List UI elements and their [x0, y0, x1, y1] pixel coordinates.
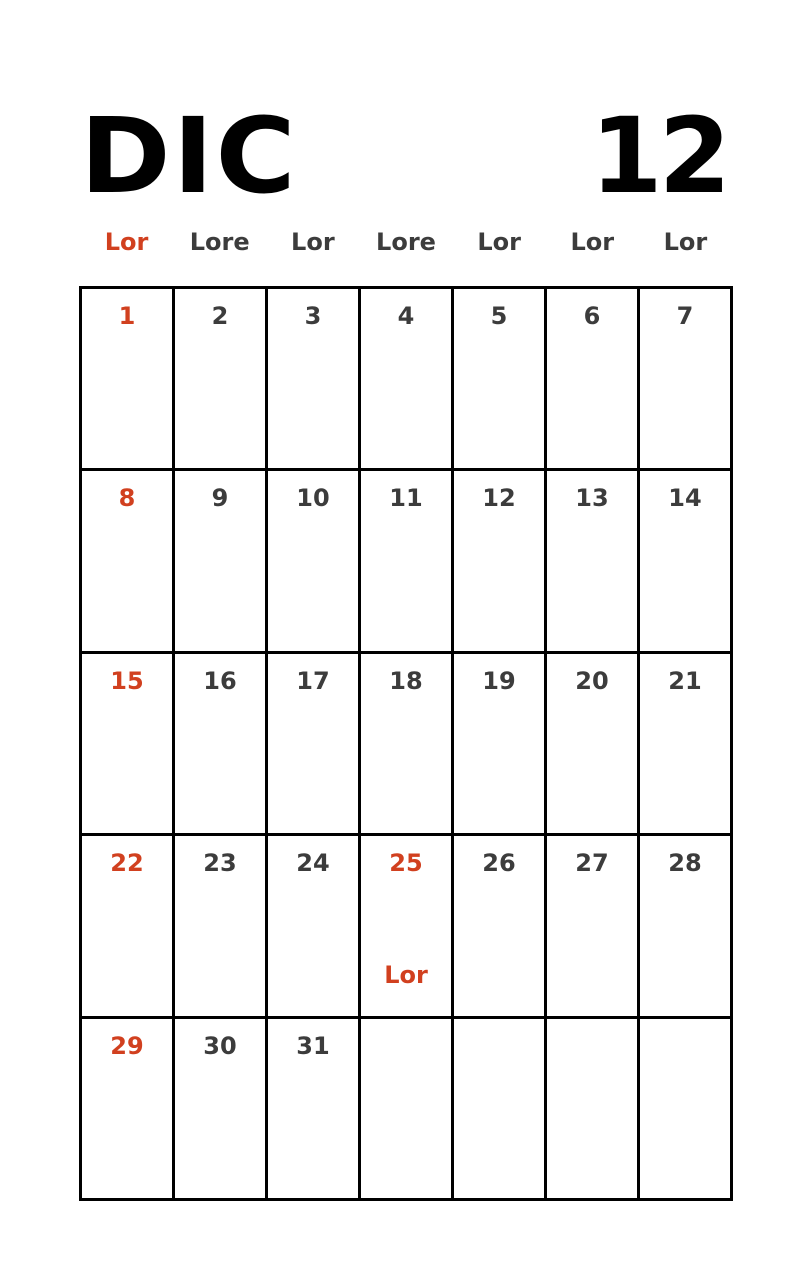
day-number: 18 [389, 666, 423, 695]
day-number: 20 [575, 666, 609, 695]
day-number: 1 [118, 302, 136, 330]
day-number: 31 [296, 1031, 330, 1060]
month-title: DIC [80, 95, 298, 217]
day-number: 4 [397, 302, 415, 330]
day-cell [175, 836, 265, 1015]
day-cell [640, 1019, 730, 1198]
day-number: 15 [110, 666, 144, 695]
day-number: 8 [118, 484, 136, 513]
day-cell [640, 654, 730, 833]
day-cell [82, 471, 172, 650]
day-number: 24 [296, 849, 330, 878]
day-number: 19 [482, 666, 516, 695]
weekday-label: Lor [663, 228, 708, 256]
day-cell [268, 836, 358, 1015]
day-number: 2 [211, 302, 229, 330]
day-number: 25 [389, 849, 423, 878]
day-number: 10 [296, 484, 330, 513]
day-cell [454, 1019, 544, 1198]
weekday-label: Lor [477, 228, 521, 256]
day-number: 14 [668, 484, 702, 513]
day-number: 5 [490, 302, 508, 330]
day-number: 23 [203, 849, 237, 878]
day-cell [82, 836, 172, 1015]
day-cell [547, 1019, 637, 1198]
day-cell [361, 471, 451, 650]
day-number: 28 [668, 849, 702, 878]
day-number: 11 [389, 484, 423, 513]
calendar-grid [79, 286, 733, 1201]
weekday-label: Lor [104, 228, 149, 256]
day-number: 26 [482, 849, 516, 878]
day-cell [454, 471, 544, 650]
day-number: 29 [110, 1031, 144, 1060]
day-cell [454, 654, 544, 833]
day-number: 30 [203, 1031, 237, 1060]
day-cell [268, 289, 358, 468]
weekday-header-row [80, 224, 732, 260]
day-cell [175, 654, 265, 833]
day-cell [547, 836, 637, 1015]
day-number: 9 [211, 484, 229, 513]
day-number: 13 [575, 484, 609, 513]
day-cell [268, 471, 358, 650]
day-cell [640, 289, 730, 468]
day-cell [361, 289, 451, 468]
day-cell [175, 471, 265, 650]
day-cell [82, 289, 172, 468]
day-cell [175, 1019, 265, 1198]
day-cell [268, 1019, 358, 1198]
day-cell [268, 654, 358, 833]
day-cell [82, 654, 172, 833]
month-number: 12 [590, 95, 727, 217]
day-cell [547, 471, 637, 650]
day-cell [547, 654, 637, 833]
day-cell [361, 654, 451, 833]
day-cell [454, 289, 544, 468]
weekday-label: Lor [570, 228, 615, 256]
day-cell [361, 1019, 451, 1198]
day-cell [361, 836, 451, 1015]
day-number: 22 [110, 849, 144, 878]
day-cell [547, 289, 637, 468]
day-number: 21 [668, 666, 702, 695]
day-number: 17 [296, 666, 330, 695]
day-cell [82, 1019, 172, 1198]
day-cell [454, 836, 544, 1015]
day-number: 6 [583, 302, 601, 330]
weekday-label: Lor [291, 228, 335, 256]
day-cell [640, 836, 730, 1015]
day-cell [640, 471, 730, 650]
day-number: 27 [575, 849, 609, 878]
weekday-label: Lore [376, 228, 436, 256]
day-cell [175, 289, 265, 468]
day-number: 3 [304, 302, 322, 330]
day-number: 7 [676, 302, 694, 330]
weekday-label: Lore [189, 228, 250, 256]
day-number: 12 [482, 484, 516, 513]
event-label: Lor [384, 961, 428, 990]
day-number: 16 [203, 666, 237, 695]
